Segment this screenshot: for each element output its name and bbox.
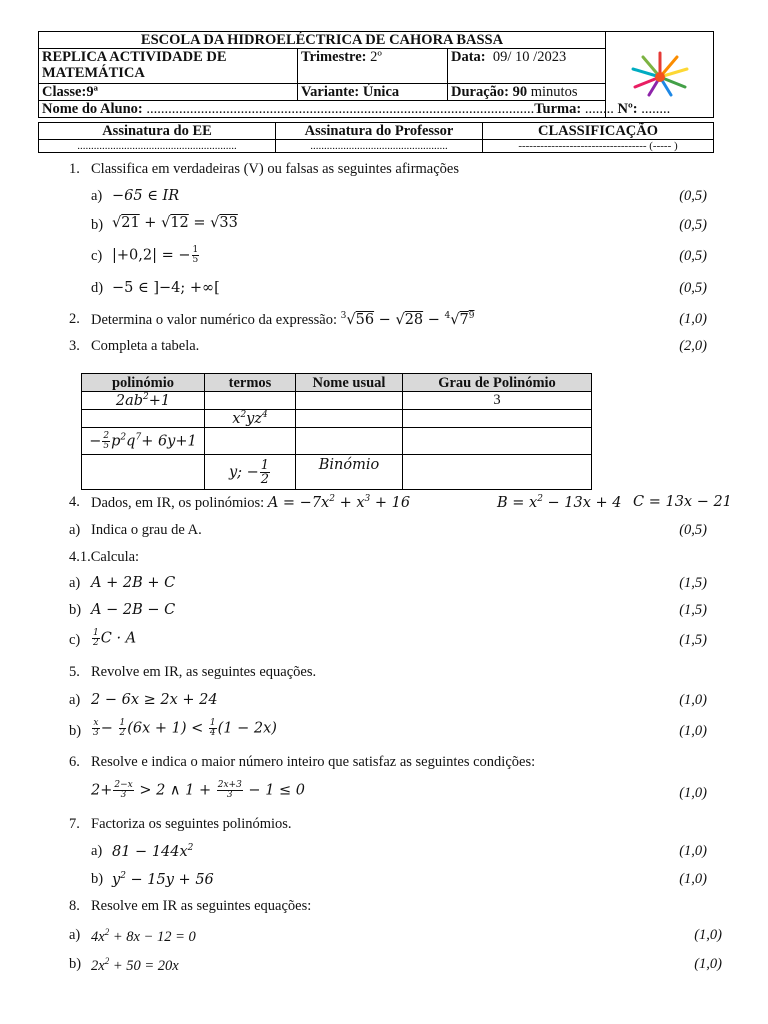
q7-a-label: a) bbox=[91, 843, 103, 859]
variante-label: Variante: bbox=[301, 84, 360, 100]
nome-field[interactable]: ........................................................................................................... bbox=[146, 101, 535, 117]
r4-termos: y; − $\frac{1}{2}$ bbox=[205, 455, 296, 490]
q1-d-label: d) bbox=[91, 280, 104, 296]
r4-polinomio[interactable] bbox=[82, 455, 205, 490]
q4-1-b-expr: A − 2B − C bbox=[91, 602, 176, 618]
q1-b-label: b) bbox=[91, 217, 104, 233]
header-table bbox=[38, 31, 714, 118]
q4-poly-a: $A = -7x^2 + x^3 + 16$ bbox=[267, 494, 411, 511]
q7-b-expr: $y^2 - 15y + 56$ bbox=[112, 871, 214, 888]
q4-number: 4. bbox=[69, 494, 80, 510]
sig-ee-header: Assinatura do EE bbox=[39, 123, 276, 140]
col-header-polinomio: polinómio bbox=[82, 374, 205, 392]
trimestre-label: Trimestre: bbox=[301, 49, 367, 65]
duracao-unit: minutos bbox=[530, 84, 578, 100]
q8-b-label: b) bbox=[69, 956, 82, 972]
r2-termos: $x^2yz^4$ bbox=[205, 410, 296, 428]
q1-c-fraction: $\frac{1}{5}$ bbox=[192, 245, 199, 265]
q4-text-wrap bbox=[91, 494, 410, 512]
q2-points: (1,0) bbox=[679, 311, 707, 327]
table-row bbox=[82, 428, 592, 455]
school-logo-icon bbox=[625, 47, 695, 99]
data-label: Data: bbox=[451, 49, 486, 65]
numero-label: Nº: bbox=[617, 101, 638, 117]
q1-c-points: (0,5) bbox=[679, 248, 707, 264]
r3-nome[interactable] bbox=[296, 428, 403, 455]
turma-field[interactable]: ........ bbox=[584, 101, 614, 117]
q8-a-expr: $4x^2 + 8x - 12 = 0$ bbox=[91, 927, 196, 945]
r3-grau[interactable] bbox=[403, 428, 592, 455]
q2-number: 2. bbox=[69, 311, 80, 327]
q8-a-label: a) bbox=[69, 927, 81, 943]
q1-number: 1. bbox=[69, 161, 80, 177]
q5-a-expr: 2 − 6x ≥ 2x + 24 bbox=[91, 692, 218, 708]
activity-title: REPLICA ACTIVIDADE DE MATEMÁTICA bbox=[39, 49, 298, 84]
polynomial-table bbox=[81, 373, 592, 490]
sig-prof-header: Assinatura do Professor bbox=[276, 123, 483, 140]
q3-points: (2,0) bbox=[679, 338, 707, 354]
q7-b-label: b) bbox=[91, 871, 104, 887]
table-row bbox=[82, 455, 592, 490]
r1-grau: 3 bbox=[403, 392, 592, 410]
q4-text: Dados, em IR, os polinómios: bbox=[91, 494, 265, 511]
q2-text-wrap bbox=[91, 311, 474, 329]
q1-b-points: (0,5) bbox=[679, 217, 707, 233]
q7-text: Factoriza os seguintes polinómios. bbox=[91, 816, 292, 832]
q6-number: 6. bbox=[69, 754, 80, 770]
q4-a-text: Indica o grau de A. bbox=[91, 522, 202, 538]
q1-a-expr: −65 ∈ IR bbox=[112, 188, 180, 204]
q8-text: Resolve em IR as seguintes equações: bbox=[91, 898, 312, 914]
q7-a-points: (1,0) bbox=[679, 843, 707, 859]
q4-1-c-expr: C · A bbox=[100, 630, 137, 647]
q4-1-c-label: c) bbox=[69, 632, 81, 648]
q1-text: Classifica em verdadeiras (V) ou falsas as seguintes afirmações bbox=[91, 161, 460, 177]
q4-1-a-points: (1,5) bbox=[679, 575, 707, 591]
r3-polinomio: − $\frac{2}{5}$ $p^2q^7+ 6y+1$ bbox=[82, 428, 205, 455]
q4-poly-c: C = 13x − 21 bbox=[633, 494, 732, 510]
numero-field[interactable]: ........ bbox=[641, 101, 671, 117]
r1-polinomio: $2ab^2+1$ bbox=[82, 392, 205, 410]
q4-1-a-label: a) bbox=[69, 575, 81, 591]
r2-nome[interactable] bbox=[296, 410, 403, 428]
q4-1-b-points: (1,5) bbox=[679, 602, 707, 618]
col-header-grau: Grau de Polinómio bbox=[403, 374, 592, 392]
variante-value: Única bbox=[362, 84, 400, 100]
r4-grau[interactable] bbox=[403, 455, 592, 490]
q3-text: Completa a tabela. bbox=[91, 338, 200, 354]
r1-termos[interactable] bbox=[205, 392, 296, 410]
q5-a-label: a) bbox=[69, 692, 81, 708]
q1-a-points: (0,5) bbox=[679, 188, 707, 204]
classificacao-field[interactable]: ----------------------------------- (----- ) bbox=[483, 140, 714, 153]
q7-b-points: (1,0) bbox=[679, 871, 707, 887]
q6-expr: 2+ $\frac{2-x}{3}$ > 2 ∧ 1 + $\frac{2x+3}{3}$ − 1 ≤ 0 bbox=[91, 780, 306, 800]
q5-b-expr: $\frac{x}{3}$ − $\frac{1}{2}$ (6x + 1) < $\frac{1}{4}$ (1 − 2x) bbox=[93, 718, 277, 738]
q4-a-points: (0,5) bbox=[679, 522, 707, 538]
q6-points: (1,0) bbox=[679, 785, 707, 801]
data-cell bbox=[448, 49, 606, 84]
col-header-nome-usual: Nome usual bbox=[296, 374, 403, 392]
sig-ee-field[interactable]: .......................................................... bbox=[39, 140, 276, 153]
col-header-termos: termos bbox=[205, 374, 296, 392]
q1-c-expr bbox=[112, 246, 200, 265]
q4-a-label: a) bbox=[69, 522, 81, 538]
signature-table bbox=[38, 122, 714, 153]
q4-1-c-points: (1,5) bbox=[679, 632, 707, 648]
q4-poly-b: $B = x^2 - 13x + 4$ bbox=[497, 494, 622, 511]
r2-grau[interactable] bbox=[403, 410, 592, 428]
q1-d-expr: −5 ∈ ]−4; +∞[ bbox=[112, 280, 220, 296]
q4-1-a-expr: A + 2B + C bbox=[91, 575, 176, 591]
q7-a-expr: $81 - 144x^2$ bbox=[112, 843, 194, 860]
q5-b-label: b) bbox=[69, 723, 82, 739]
r2-polinomio[interactable] bbox=[82, 410, 205, 428]
q1-b-expr: √21 + √12 = √33 bbox=[112, 215, 238, 231]
q4-1-c-expr-wrap: $\frac{1}{2}$ C · A bbox=[93, 628, 137, 648]
duracao-cell bbox=[448, 84, 606, 101]
q1-a-label: a) bbox=[91, 188, 103, 204]
classe-value: 9ª bbox=[86, 84, 98, 100]
turma-label: Turma: bbox=[534, 101, 582, 117]
q7-number: 7. bbox=[69, 816, 80, 832]
q5-text: Revolve em IR, as seguintes equações. bbox=[91, 664, 317, 680]
q8-b-points: (1,0) bbox=[694, 956, 722, 972]
q5-number: 5. bbox=[69, 664, 80, 680]
r3-termos[interactable] bbox=[205, 428, 296, 455]
nome-label: Nome do Aluno: bbox=[42, 101, 143, 117]
q8-a-points: (1,0) bbox=[694, 927, 722, 943]
q4-1-b-label: b) bbox=[69, 602, 82, 618]
table-row bbox=[82, 392, 592, 410]
q8-number: 8. bbox=[69, 898, 80, 914]
trimestre-cell bbox=[298, 49, 448, 84]
trimestre-value: 2º bbox=[370, 49, 382, 65]
q2-text: Determina o valor numérico da expressão: bbox=[91, 311, 338, 328]
q2-expr: $^3√56 - √28 - ^4√7^9$ bbox=[340, 311, 475, 328]
q8-b-expr: $2x^2 + 50 = 20x$ bbox=[91, 956, 179, 974]
variante-cell bbox=[298, 84, 448, 101]
school-name: ESCOLA DA HIDROELÉCTRICA DE CAHORA BASSA bbox=[39, 32, 606, 49]
q1-d-points: (0,5) bbox=[679, 280, 707, 296]
classe-cell bbox=[39, 84, 298, 101]
q5-b-points: (1,0) bbox=[679, 723, 707, 739]
q6-text: Resolve e indica o maior número inteiro que satisfaz as seguintes condições: bbox=[91, 754, 536, 770]
sig-prof-field[interactable]: .................................................. bbox=[276, 140, 483, 153]
classificacao-header: CLASSIFICAÇÃO bbox=[483, 123, 714, 140]
q3-number: 3. bbox=[69, 338, 80, 354]
q1-c-text: |+0,2| = − bbox=[112, 247, 191, 264]
table-row bbox=[82, 410, 592, 428]
duracao-value: 90 bbox=[512, 84, 528, 100]
q5-a-points: (1,0) bbox=[679, 692, 707, 708]
q1-c-label: c) bbox=[91, 248, 103, 264]
r1-nome[interactable] bbox=[296, 392, 403, 410]
classe-label: Classe: bbox=[42, 84, 87, 100]
nome-row bbox=[39, 101, 671, 118]
q4-1-text: 4.1.Calcula: bbox=[69, 549, 140, 565]
r4-nome: Binómio bbox=[296, 455, 403, 490]
duracao-label: Duração: bbox=[451, 84, 509, 100]
data-value: 09/ 10 /2023 bbox=[492, 49, 567, 65]
